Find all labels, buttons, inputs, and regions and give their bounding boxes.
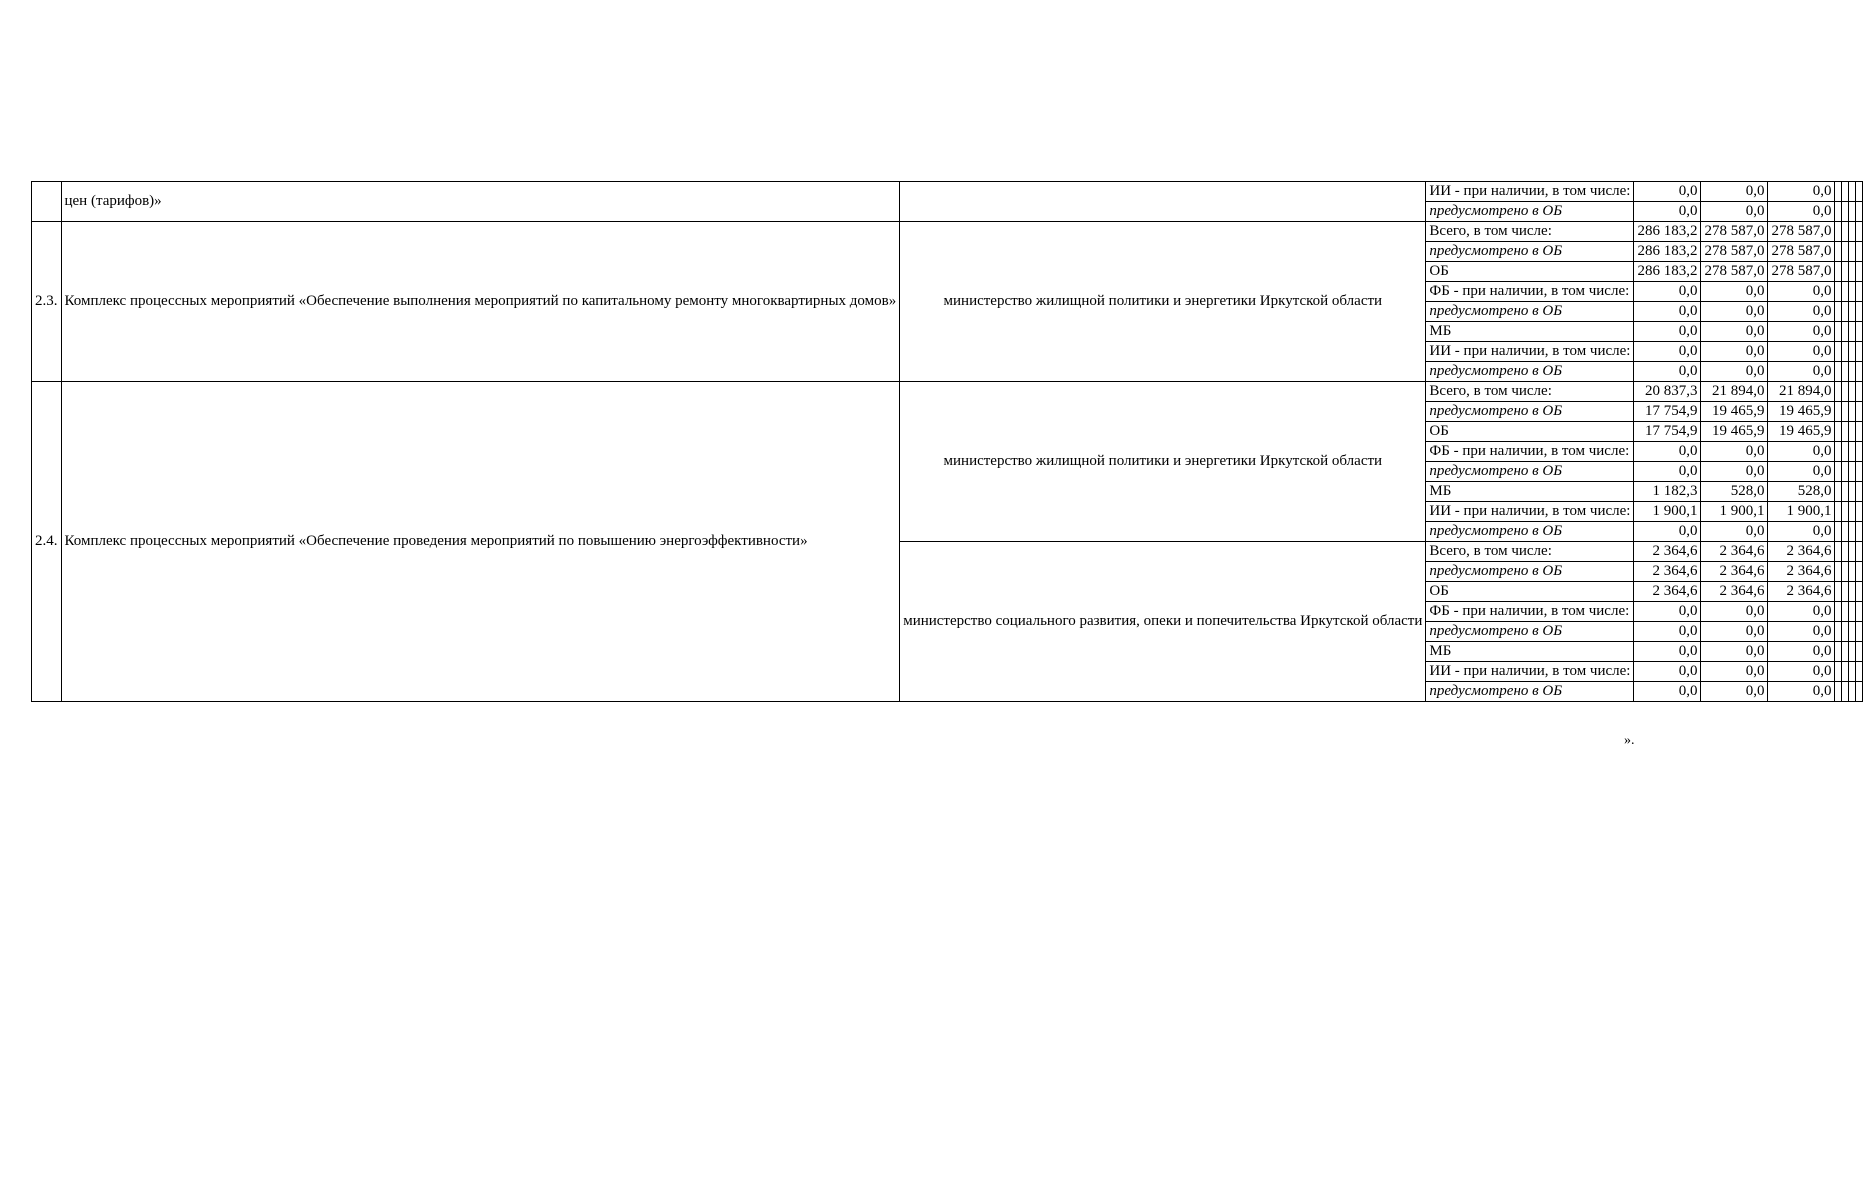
empty-cell — [1856, 482, 1863, 502]
empty-cell — [1835, 442, 1842, 462]
value-cell: 0,0 — [1768, 462, 1835, 482]
value-cell: 0,0 — [1634, 622, 1701, 642]
empty-cell — [1849, 182, 1856, 202]
value-cell: 0,0 — [1768, 362, 1835, 382]
empty-cell — [1842, 182, 1849, 202]
value-cell: 0,0 — [1768, 302, 1835, 322]
empty-cell — [1842, 442, 1849, 462]
empty-cell — [1849, 562, 1856, 582]
empty-cell — [1856, 242, 1863, 262]
financing-table — [31, 181, 1863, 702]
value-cell: 0,0 — [1634, 662, 1701, 682]
value-cell: 286 183,2 — [1634, 242, 1701, 262]
empty-cell — [1849, 202, 1856, 222]
empty-cell — [1835, 302, 1842, 322]
value-cell: 0,0 — [1634, 282, 1701, 302]
empty-cell — [1842, 362, 1849, 382]
empty-cell — [1849, 442, 1856, 462]
empty-cell — [1849, 282, 1856, 302]
value-cell: 0,0 — [1768, 682, 1835, 702]
empty-cell — [1856, 302, 1863, 322]
empty-cell — [1856, 662, 1863, 682]
source-cell: МБ — [1426, 322, 1634, 342]
executor-cell: министерство жилищной политики и энергетики Иркутской области — [900, 382, 1426, 542]
empty-cell — [1849, 542, 1856, 562]
value-cell: 19 465,9 — [1768, 402, 1835, 422]
empty-cell — [1835, 582, 1842, 602]
value-cell: 19 465,9 — [1701, 422, 1768, 442]
empty-cell — [1842, 262, 1849, 282]
empty-cell — [1842, 402, 1849, 422]
source-cell: ИИ - при наличии, в том числе: — [1426, 662, 1634, 682]
empty-cell — [1849, 462, 1856, 482]
empty-cell — [1856, 442, 1863, 462]
item-number-cell: 2.3. — [32, 222, 62, 382]
empty-cell — [1842, 342, 1849, 362]
empty-cell — [1849, 262, 1856, 282]
empty-cell — [1842, 242, 1849, 262]
empty-cell — [1835, 282, 1842, 302]
value-cell: 278 587,0 — [1768, 262, 1835, 282]
empty-cell — [1835, 642, 1842, 662]
value-cell: 0,0 — [1768, 342, 1835, 362]
empty-cell — [1842, 382, 1849, 402]
value-cell: 0,0 — [1768, 602, 1835, 622]
table-row — [32, 182, 1863, 202]
empty-cell — [1842, 302, 1849, 322]
source-cell: предусмотрено в ОБ — [1426, 242, 1634, 262]
empty-cell — [1856, 422, 1863, 442]
empty-cell — [1835, 242, 1842, 262]
empty-cell — [1842, 222, 1849, 242]
empty-cell — [1835, 562, 1842, 582]
empty-cell — [1835, 602, 1842, 622]
empty-cell — [1849, 322, 1856, 342]
value-cell: 528,0 — [1701, 482, 1768, 502]
empty-cell — [1835, 542, 1842, 562]
value-cell: 2 364,6 — [1768, 582, 1835, 602]
value-cell: 2 364,6 — [1634, 562, 1701, 582]
value-cell: 0,0 — [1634, 442, 1701, 462]
empty-cell — [1856, 602, 1863, 622]
empty-cell — [1849, 362, 1856, 382]
value-cell: 0,0 — [1768, 662, 1835, 682]
value-cell: 0,0 — [1634, 342, 1701, 362]
empty-cell — [1835, 382, 1842, 402]
empty-cell — [1856, 382, 1863, 402]
value-cell: 21 894,0 — [1768, 382, 1835, 402]
empty-cell — [1835, 522, 1842, 542]
empty-cell — [1842, 602, 1849, 622]
empty-cell — [1856, 402, 1863, 422]
empty-cell — [1856, 262, 1863, 282]
value-cell: 0,0 — [1634, 602, 1701, 622]
empty-cell — [1835, 422, 1842, 442]
empty-cell — [1842, 502, 1849, 522]
empty-cell — [1835, 202, 1842, 222]
empty-cell — [1842, 322, 1849, 342]
empty-cell — [1835, 622, 1842, 642]
item-name-cell: Комплекс процессных мероприятий «Обеспечение выполнения мероприятий по капитальному ремонту многоквартирных домов» — [61, 222, 900, 382]
closing-quote-mark: ». — [1624, 733, 1635, 748]
value-cell: 278 587,0 — [1701, 222, 1768, 242]
value-cell: 278 587,0 — [1701, 242, 1768, 262]
empty-cell — [1842, 482, 1849, 502]
value-cell: 0,0 — [1701, 302, 1768, 322]
value-cell: 0,0 — [1701, 602, 1768, 622]
value-cell: 2 364,6 — [1634, 542, 1701, 562]
value-cell: 0,0 — [1701, 202, 1768, 222]
value-cell: 0,0 — [1701, 342, 1768, 362]
value-cell: 1 900,1 — [1634, 502, 1701, 522]
source-cell: предусмотрено в ОБ — [1426, 622, 1634, 642]
value-cell: 17 754,9 — [1634, 422, 1701, 442]
empty-cell — [1842, 622, 1849, 642]
source-cell: ФБ - при наличии, в том числе: — [1426, 282, 1634, 302]
source-cell: предусмотрено в ОБ — [1426, 302, 1634, 322]
empty-cell — [1849, 682, 1856, 702]
value-cell: 0,0 — [1634, 202, 1701, 222]
empty-cell — [1856, 522, 1863, 542]
empty-cell — [1849, 582, 1856, 602]
value-cell: 1 900,1 — [1701, 502, 1768, 522]
source-cell: ОБ — [1426, 582, 1634, 602]
empty-cell — [1849, 242, 1856, 262]
source-cell: Всего, в том числе: — [1426, 382, 1634, 402]
value-cell: 0,0 — [1634, 462, 1701, 482]
value-cell: 0,0 — [1701, 642, 1768, 662]
empty-cell — [1849, 502, 1856, 522]
value-cell: 0,0 — [1701, 662, 1768, 682]
value-cell: 0,0 — [1634, 302, 1701, 322]
value-cell: 1 182,3 — [1634, 482, 1701, 502]
empty-cell — [1842, 282, 1849, 302]
value-cell: 0,0 — [1634, 182, 1701, 202]
empty-cell — [1842, 682, 1849, 702]
executor-cell: министерство жилищной политики и энергетики Иркутской области — [900, 222, 1426, 382]
empty-cell — [1856, 462, 1863, 482]
empty-cell — [1856, 542, 1863, 562]
value-cell: 0,0 — [1701, 322, 1768, 342]
empty-cell — [1849, 382, 1856, 402]
source-cell: ОБ — [1426, 262, 1634, 282]
table-row — [32, 222, 1863, 242]
value-cell: 0,0 — [1634, 642, 1701, 662]
value-cell: 0,0 — [1768, 642, 1835, 662]
source-cell: ИИ - при наличии, в том числе: — [1426, 502, 1634, 522]
empty-cell — [1849, 642, 1856, 662]
value-cell: 0,0 — [1701, 442, 1768, 462]
empty-cell — [1835, 262, 1842, 282]
value-cell: 286 183,2 — [1634, 262, 1701, 282]
source-cell: Всего, в том числе: — [1426, 222, 1634, 242]
source-cell: МБ — [1426, 482, 1634, 502]
empty-cell — [1856, 682, 1863, 702]
empty-cell — [1842, 422, 1849, 442]
value-cell: 2 364,6 — [1701, 582, 1768, 602]
item-name-cell: цен (тарифов)» — [61, 182, 900, 222]
empty-cell — [1849, 342, 1856, 362]
source-cell: предусмотрено в ОБ — [1426, 562, 1634, 582]
value-cell: 1 900,1 — [1768, 502, 1835, 522]
value-cell: 0,0 — [1634, 362, 1701, 382]
value-cell: 0,0 — [1701, 522, 1768, 542]
empty-cell — [1842, 522, 1849, 542]
value-cell: 2 364,6 — [1701, 542, 1768, 562]
empty-cell — [1842, 202, 1849, 222]
empty-cell — [1835, 662, 1842, 682]
empty-cell — [1856, 562, 1863, 582]
value-cell: 0,0 — [1634, 322, 1701, 342]
value-cell: 19 465,9 — [1768, 422, 1835, 442]
source-cell: Всего, в том числе: — [1426, 542, 1634, 562]
value-cell: 0,0 — [1701, 182, 1768, 202]
value-cell: 278 587,0 — [1768, 222, 1835, 242]
empty-cell — [1835, 482, 1842, 502]
source-cell: ИИ - при наличии, в том числе: — [1426, 182, 1634, 202]
source-cell: предусмотрено в ОБ — [1426, 522, 1634, 542]
value-cell: 19 465,9 — [1701, 402, 1768, 422]
empty-cell — [1849, 622, 1856, 642]
empty-cell — [1849, 302, 1856, 322]
source-cell: предусмотрено в ОБ — [1426, 362, 1634, 382]
source-cell: предусмотрено в ОБ — [1426, 402, 1634, 422]
value-cell: 2 364,6 — [1768, 542, 1835, 562]
value-cell: 0,0 — [1701, 622, 1768, 642]
source-cell: ФБ - при наличии, в том числе: — [1426, 602, 1634, 622]
empty-cell — [1849, 662, 1856, 682]
value-cell: 528,0 — [1768, 482, 1835, 502]
empty-cell — [1842, 542, 1849, 562]
source-cell: ОБ — [1426, 422, 1634, 442]
empty-cell — [1835, 362, 1842, 382]
value-cell: 0,0 — [1768, 522, 1835, 542]
value-cell: 0,0 — [1768, 622, 1835, 642]
value-cell: 0,0 — [1768, 202, 1835, 222]
executor-cell: министерство социального развития, опеки и попечительства Иркутской области — [900, 542, 1426, 702]
value-cell: 17 754,9 — [1634, 402, 1701, 422]
empty-cell — [1856, 342, 1863, 362]
value-cell: 0,0 — [1701, 282, 1768, 302]
value-cell: 0,0 — [1768, 282, 1835, 302]
empty-cell — [1849, 422, 1856, 442]
empty-cell — [1849, 482, 1856, 502]
empty-cell — [1849, 222, 1856, 242]
empty-cell — [1842, 642, 1849, 662]
value-cell: 0,0 — [1634, 682, 1701, 702]
empty-cell — [1856, 282, 1863, 302]
value-cell: 0,0 — [1701, 682, 1768, 702]
value-cell: 278 587,0 — [1768, 242, 1835, 262]
value-cell: 0,0 — [1701, 362, 1768, 382]
empty-cell — [1856, 202, 1863, 222]
value-cell: 2 364,6 — [1634, 582, 1701, 602]
empty-cell — [1835, 462, 1842, 482]
value-cell: 278 587,0 — [1701, 262, 1768, 282]
item-number-cell: 2.4. — [32, 382, 62, 702]
value-cell: 20 837,3 — [1634, 382, 1701, 402]
source-cell: ИИ - при наличии, в том числе: — [1426, 342, 1634, 362]
value-cell: 0,0 — [1634, 522, 1701, 542]
empty-cell — [1849, 602, 1856, 622]
value-cell: 0,0 — [1768, 322, 1835, 342]
value-cell: 2 364,6 — [1701, 562, 1768, 582]
empty-cell — [1842, 582, 1849, 602]
empty-cell — [1842, 562, 1849, 582]
empty-cell — [1856, 502, 1863, 522]
empty-cell — [1856, 582, 1863, 602]
item-name-cell: Комплекс процессных мероприятий «Обеспечение проведения мероприятий по повышению энергоэффективности» — [61, 382, 900, 702]
source-cell: ФБ - при наличии, в том числе: — [1426, 442, 1634, 462]
empty-cell — [1856, 182, 1863, 202]
value-cell: 2 364,6 — [1768, 562, 1835, 582]
value-cell: 0,0 — [1768, 442, 1835, 462]
empty-cell — [1835, 322, 1842, 342]
value-cell: 286 183,2 — [1634, 222, 1701, 242]
empty-cell — [1835, 342, 1842, 362]
empty-cell — [1856, 622, 1863, 642]
empty-cell — [1835, 682, 1842, 702]
empty-cell — [1856, 322, 1863, 342]
empty-cell — [1835, 502, 1842, 522]
empty-cell — [1856, 222, 1863, 242]
empty-cell — [1856, 362, 1863, 382]
executor-cell — [900, 182, 1426, 222]
item-number-cell — [32, 182, 62, 222]
value-cell: 21 894,0 — [1701, 382, 1768, 402]
empty-cell — [1842, 462, 1849, 482]
value-cell: 0,0 — [1701, 462, 1768, 482]
empty-cell — [1835, 402, 1842, 422]
empty-cell — [1835, 182, 1842, 202]
empty-cell — [1835, 222, 1842, 242]
empty-cell — [1842, 662, 1849, 682]
source-cell: МБ — [1426, 642, 1634, 662]
source-cell: предусмотрено в ОБ — [1426, 462, 1634, 482]
empty-cell — [1849, 522, 1856, 542]
value-cell: 0,0 — [1768, 182, 1835, 202]
source-cell: предусмотрено в ОБ — [1426, 202, 1634, 222]
source-cell: предусмотрено в ОБ — [1426, 682, 1634, 702]
empty-cell — [1856, 642, 1863, 662]
table-row — [32, 382, 1863, 402]
empty-cell — [1849, 402, 1856, 422]
